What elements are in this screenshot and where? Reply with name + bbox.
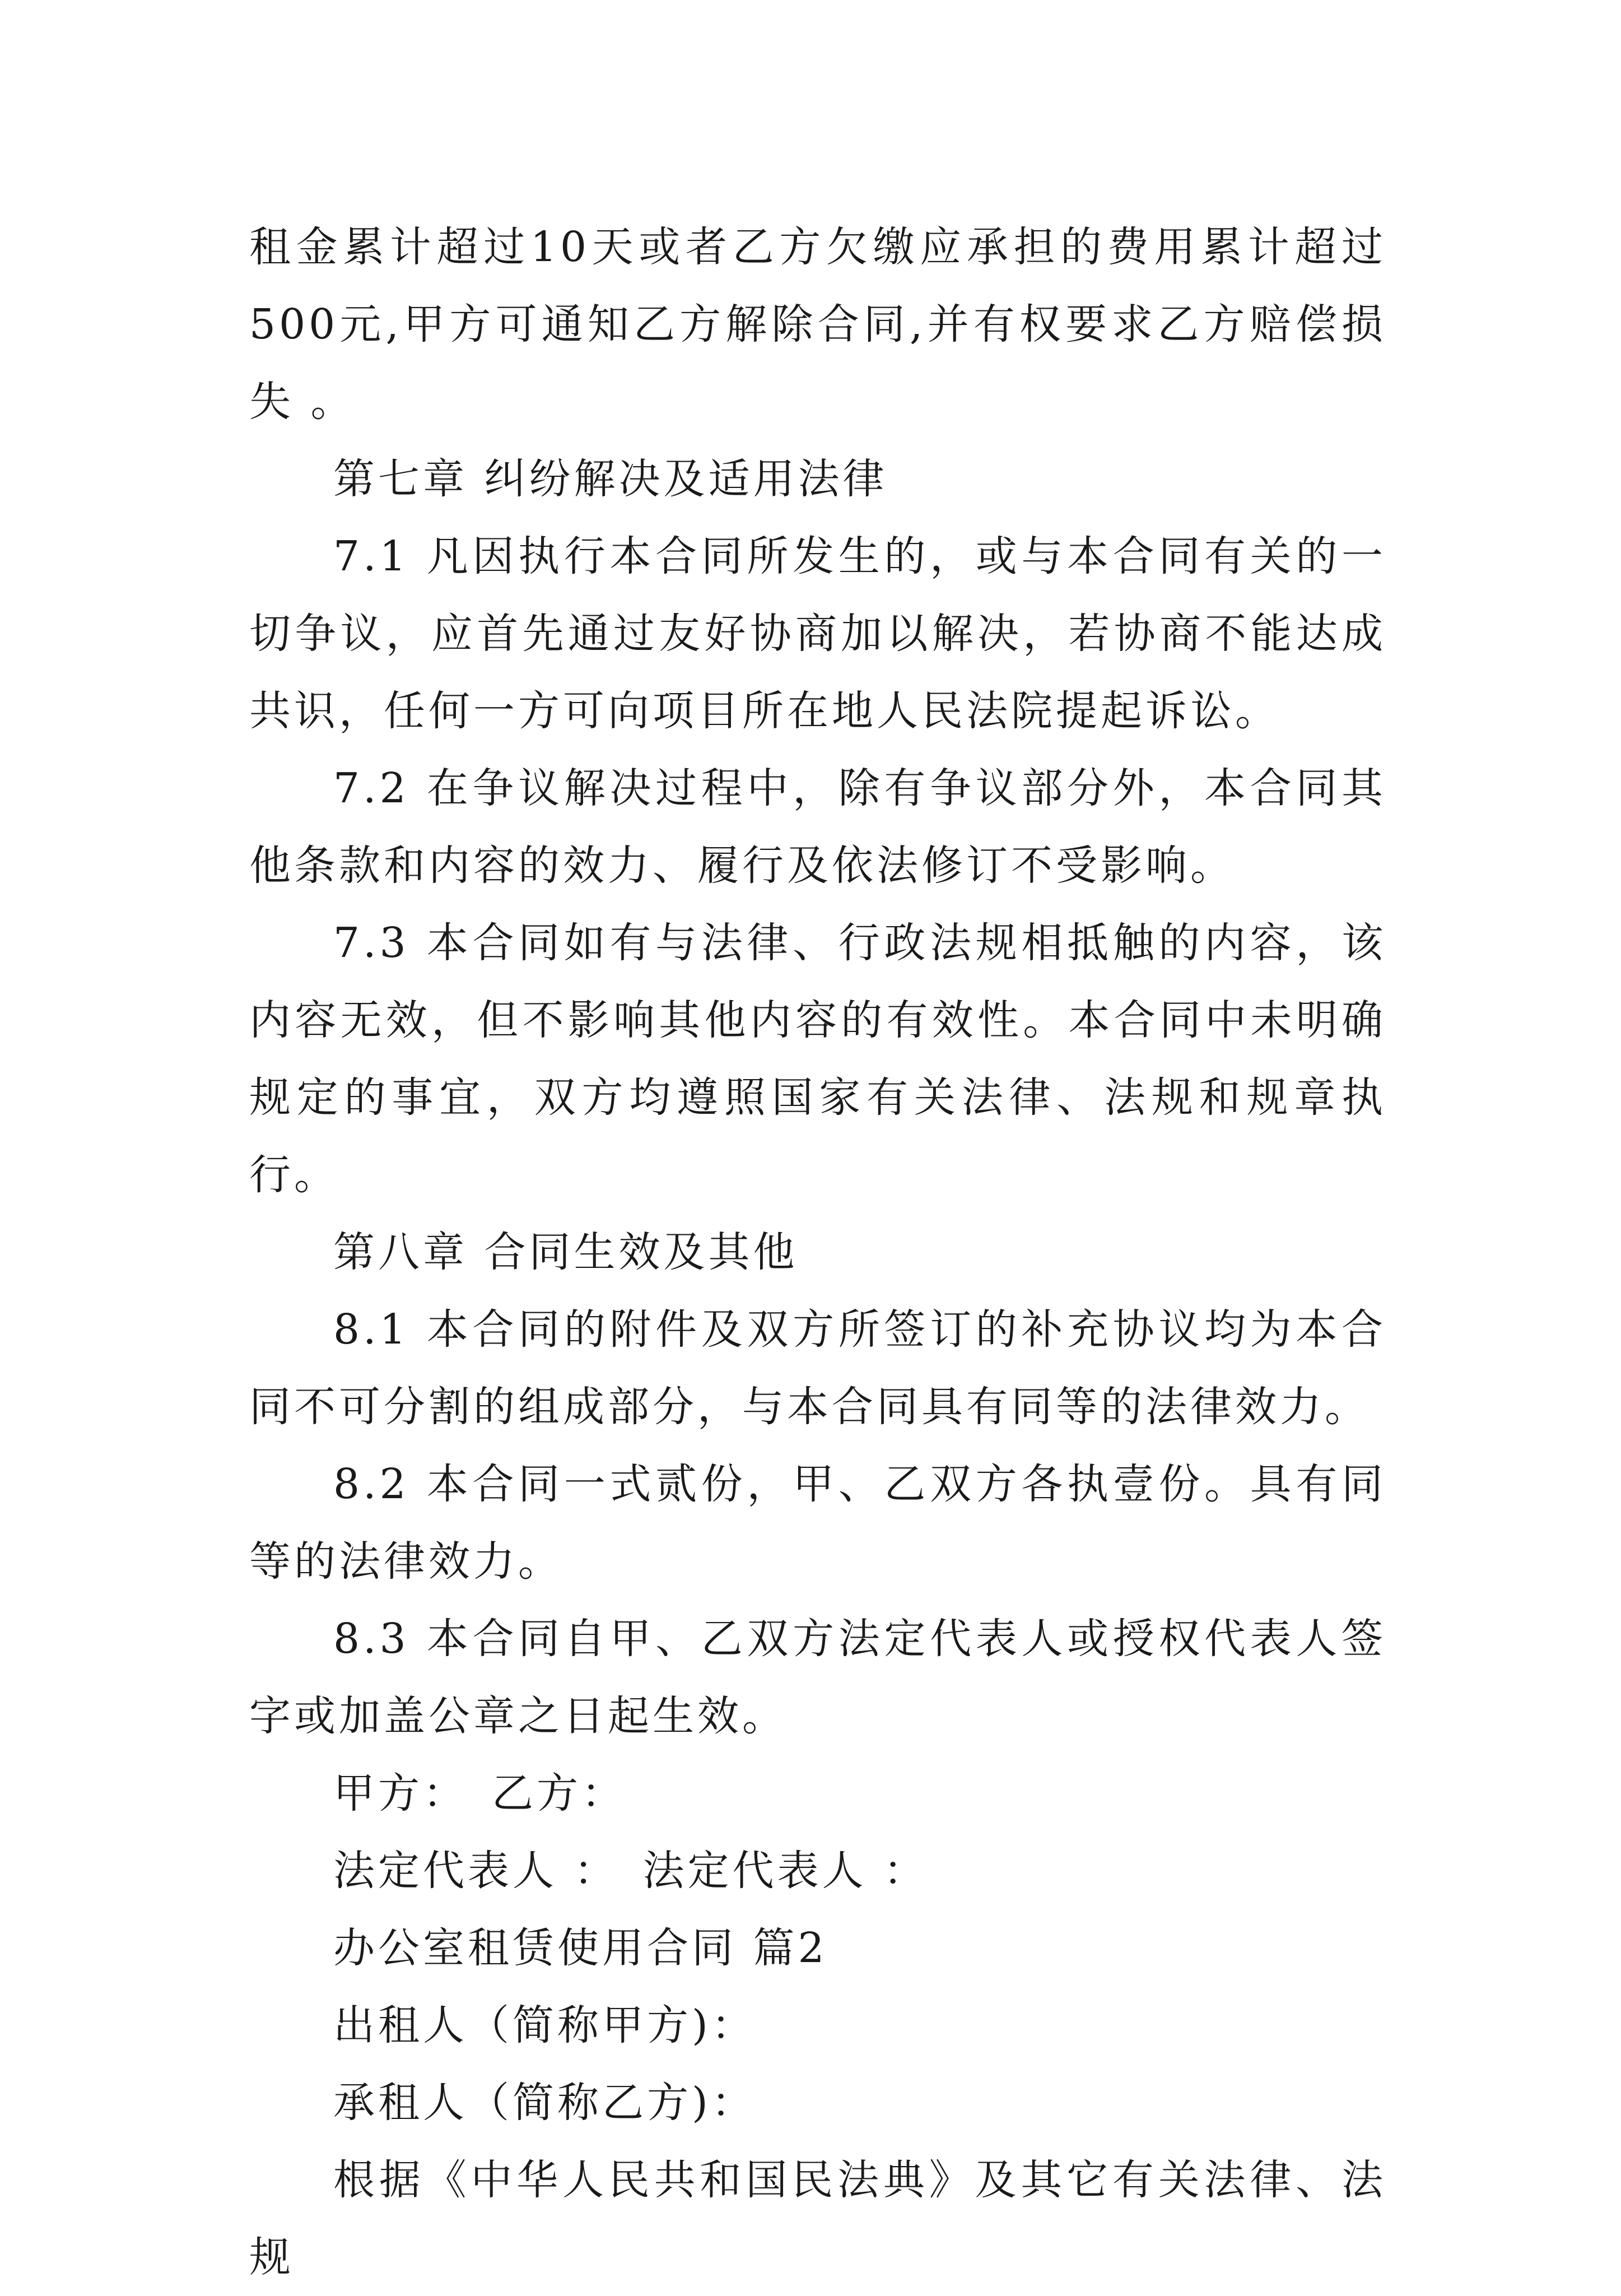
signature-parties-line: 甲方： 乙方： — [333, 1769, 626, 1818]
lessor-line: 出租人（简称甲方)： — [333, 2001, 756, 2049]
chapter-8-heading: 第八章 合同生效及其他 — [333, 1228, 798, 1276]
document-body — [249, 208, 1386, 2296]
signature-representatives-line: 法定代表人 ： 法定代表人 ： — [333, 1847, 929, 1895]
lessee-line: 承租人（简称乙方)： — [333, 2079, 756, 2127]
legal-basis-line: 根据《中华人民共和国民法典》及其它有关法律、法规 — [249, 2156, 1386, 2281]
section-title-contract-2: 办公室租赁使用合同 篇2 — [333, 1924, 828, 1972]
clause-7-1: 7.1 凡因执行本合同所发生的，或与本合同有关的一切争议，应首先通过友好协商加以解决，若协商不能达成共识，任何一方可向项目所在地人民法院提起诉讼。 — [249, 532, 1386, 735]
clause-8-2: 8.2 本合同一式贰份，甲、乙双方各执壹份。具有同等的法律效力。 — [249, 1460, 1386, 1586]
clause-7-3: 7.3 本合同如有与法律、行政法规相抵触的内容，该内容无效，但不影响其他内容的有效性。本合同中未明确规定的事宜，双方均遵照国家有关法律、法规和规章执行。 — [249, 919, 1386, 1199]
clause-7-2: 7.2 在争议解决过程中，除有争议部分外，本合同其他条款和内容的效力、履行及依法修订不受影响。 — [249, 764, 1386, 890]
chapter-7-heading: 第七章 纠纷解决及适用法律 — [333, 455, 888, 503]
clause-8-3: 8.3 本合同自甲、乙双方法定代表人或授权代表人签字或加盖公章之日起生效。 — [249, 1615, 1386, 1740]
clause-8-1: 8.1 本合同的附件及双方所签订的补充协议均为本合同不可分割的组成部分，与本合同具有同等的法律效力。 — [249, 1305, 1386, 1431]
paragraph-penalty-clause: 租金累计超过10天或者乙方欠缴应承担的费用累计超过500元,甲方可通知乙方解除合同,并有权要求乙方赔偿损失 。 — [249, 223, 1386, 426]
